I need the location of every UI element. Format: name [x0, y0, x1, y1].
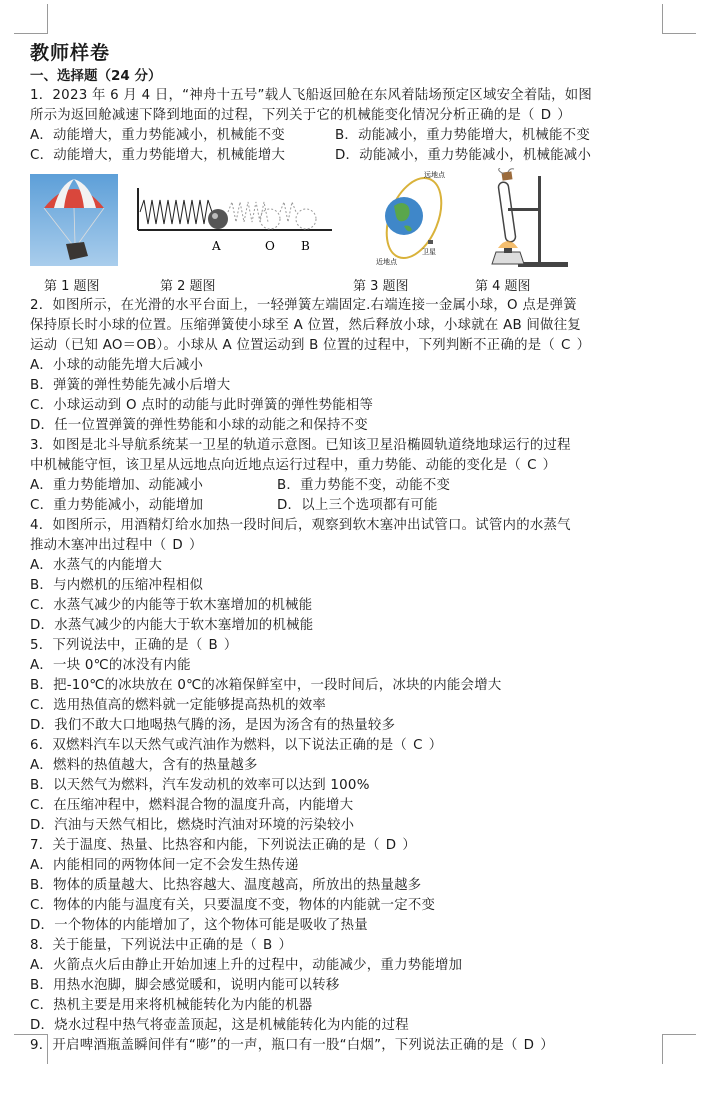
- option-c: C．小球运动到 O 点时的动能与此时弹簧的弹性势能相等: [30, 398, 374, 413]
- option-c: C．在压缩冲程中，燃料混合物的温度升高，内能增大: [30, 798, 354, 813]
- question-stem-line: 5．下列说法中，正确的是（ B ）: [30, 636, 642, 656]
- crop-mark-top-left: [14, 4, 48, 34]
- figure-caption-2: 第 2 题图: [160, 279, 216, 294]
- answer-letter: B: [208, 638, 218, 653]
- question-stem-line: 运动（已知 AO＝OB）。小球从 A 位置运动到 B 位置的过程中，下列判断不正确的是（ C ）: [30, 336, 642, 356]
- question-stem-line: 7．关于温度、热量、比热容和内能，下列说法正确的是（ D ）: [30, 836, 642, 856]
- question-1: [30, 86, 642, 166]
- point-label-b: B: [301, 239, 310, 253]
- option-b: B．与内燃机的压缩冲程相似: [30, 578, 204, 593]
- parachute-capsule-photo: [30, 174, 118, 266]
- option-b: B．重力势能不变，动能不变: [277, 478, 451, 493]
- spring-ball-diagram: [136, 174, 336, 256]
- answer-letter: D: [172, 538, 183, 553]
- option-d: D．烧水过程中热气将壶盖顶起，这是机械能转化为内能的过程: [30, 1018, 409, 1033]
- option-b: B．动能减小，重力势能增大，机械能不变: [335, 128, 590, 143]
- option-b: B．以天然气为燃料，汽车发动机的效率可以达到 100%: [30, 778, 370, 793]
- option-a: A．内能相同的两物体间一定不会发生热传递: [30, 858, 299, 873]
- question-6: [30, 736, 642, 836]
- satellite-orbit-diagram: [374, 168, 454, 266]
- option-a: A．火箭点火后由静止开始加速上升的过程中，动能减少，重力势能增加: [30, 958, 463, 973]
- option-a: A．动能增大，重力势能减小，机械能不变: [30, 128, 285, 143]
- figure-caption-4: 第 4 题图: [475, 279, 531, 294]
- option-b: B．用热水泡脚，脚会感觉暖和，说明内能可以转移: [30, 978, 340, 993]
- option-d: D．一个物体的内能增加了，这个物体可能是吸收了热量: [30, 918, 368, 933]
- option-b: B．物体的质量越大、比热容越大、温度越高，所放出的热量越多: [30, 878, 422, 893]
- option-row: [30, 496, 642, 516]
- option-a: A．燃料的热值越大，含有的热量越多: [30, 758, 258, 773]
- question-stem-line: 推动木塞冲出过程中（ D ）: [30, 536, 642, 556]
- answer-letter: C: [561, 338, 571, 353]
- answer-letter: B: [263, 938, 273, 953]
- option-c: C．水蒸气减少的内能等于软木塞增加的机械能: [30, 598, 313, 613]
- answer-letter: C: [527, 458, 537, 473]
- point-label-o: O: [265, 239, 275, 253]
- option-b: B．把-10℃的冰块放在 0℃的冰箱保鲜室中，一段时间后，冰块的内能会增大: [30, 678, 502, 693]
- point-label-a: A: [212, 239, 221, 253]
- figure-caption-1: 第 1 题图: [44, 279, 100, 294]
- option-a: A．一块 0℃的冰没有内能: [30, 658, 191, 673]
- question-stem-line: 2．如图所示，在光滑的水平台面上，一轻弹簧左端固定.右端连接一金属小球，O 点是弹簧: [30, 298, 577, 313]
- question-5: [30, 636, 642, 736]
- question-7: [30, 836, 642, 936]
- option-c: C．选用热值高的燃料就一定能够提高热机的效率: [30, 698, 327, 713]
- option-a: A．水蒸气的内能增大: [30, 558, 163, 573]
- option-c: C．重力势能减小，动能增加: [30, 498, 204, 513]
- option-a: A．小球的动能先增大后减小: [30, 358, 204, 373]
- question-2: [30, 296, 642, 436]
- option-b: B．弹簧的弹性势能先减小后增大: [30, 378, 231, 393]
- option-row: [30, 146, 642, 166]
- option-c: C．物体的内能与温度有关，只要温度不变，物体的内能就一定不变: [30, 898, 436, 913]
- option-d: D．我们不敢大口地喝热气腾的汤，是因为汤含有的热量较多: [30, 718, 396, 733]
- question-8: [30, 936, 642, 1036]
- answer-letter: C: [413, 738, 423, 753]
- far-point-label: 远地点: [424, 171, 445, 179]
- near-point-label: 近地点: [376, 258, 397, 266]
- option-d: D．水蒸气减少的内能大于软木塞增加的机械能: [30, 618, 314, 633]
- question-stem-line: 4．如图所示，用酒精灯给水加热一段时间后，观察到软木塞冲出试管口。试管内的水蒸气: [30, 518, 571, 533]
- answer-letter: D: [540, 108, 552, 123]
- page-title: 教师样卷: [30, 42, 111, 64]
- section-heading: 一、选择题（24 分）: [30, 68, 162, 84]
- crop-mark-bottom-right: [662, 1034, 696, 1064]
- question-stem-line: 3．如图是北斗导航系统某一卫星的轨道示意图。已知该卫星沿椭圆轨道绕地球运行的过程: [30, 438, 571, 453]
- question-stem-line: 9．开启啤酒瓶盖瞬间伴有“嘭”的一声，瓶口有一股“白烟”，下列说法正确的是（ D ）: [30, 1036, 642, 1056]
- answer-letter: D: [523, 1038, 535, 1053]
- option-d: D．动能减小，重力势能减小，机械能减小: [335, 148, 592, 163]
- option-c: C．热机主要是用来将机械能转化为内能的机器: [30, 998, 313, 1013]
- question-stem-line: 6．双燃料汽车以天然气或汽油作为燃料，以下说法正确的是（ C ）: [30, 736, 642, 756]
- question-stem-line: 保持原长时小球的位置。压缩弹簧使小球至 A 位置，然后释放小球，小球就在 AB 间做往复: [30, 318, 581, 333]
- option-a: A．重力势能增加、动能减小: [30, 478, 204, 493]
- question-3: [30, 436, 642, 516]
- test-tube-heating-apparatus: [478, 168, 574, 272]
- exam-page: [30, 40, 642, 1056]
- crop-mark-top-right: [662, 4, 696, 34]
- option-d: D．汽油与天然气相比，燃烧时汽油对环境的污染较小: [30, 818, 355, 833]
- option-d: D．任一位置弹簧的弹性势能和小球的动能之和保持不变: [30, 418, 368, 433]
- question-stem-line: 所示为返回舱减速下降到地面的过程，下列关于它的机械能变化情况分析正确的是（ D ）: [30, 106, 642, 126]
- option-row: [30, 126, 642, 146]
- question-stem-line: 中机械能守恒，该卫星从远地点向近地点运行过程中，重力势能、动能的变化是（ C ）: [30, 456, 642, 476]
- option-row: [30, 476, 642, 496]
- answer-letter: D: [385, 838, 397, 853]
- question-4: [30, 516, 642, 636]
- figure-captions: [30, 278, 642, 296]
- question-9: [30, 1036, 642, 1056]
- option-d: D．以上三个选项都有可能: [277, 498, 438, 513]
- question-stem-line: 8．关于能量，下列说法中正确的是（ B ）: [30, 936, 642, 956]
- question-stem-line: 1．2023 年 6 月 4 日，“神舟十五号”载人飞船返回舱在东风着陆场预定区域安全着陆，如图: [30, 88, 593, 103]
- figure-caption-3: 第 3 题图: [353, 279, 409, 294]
- option-c: C．动能增大，重力势能增大，机械能增大: [30, 148, 286, 163]
- figures-row: [30, 168, 642, 278]
- satellite-label: 卫星: [422, 248, 436, 256]
